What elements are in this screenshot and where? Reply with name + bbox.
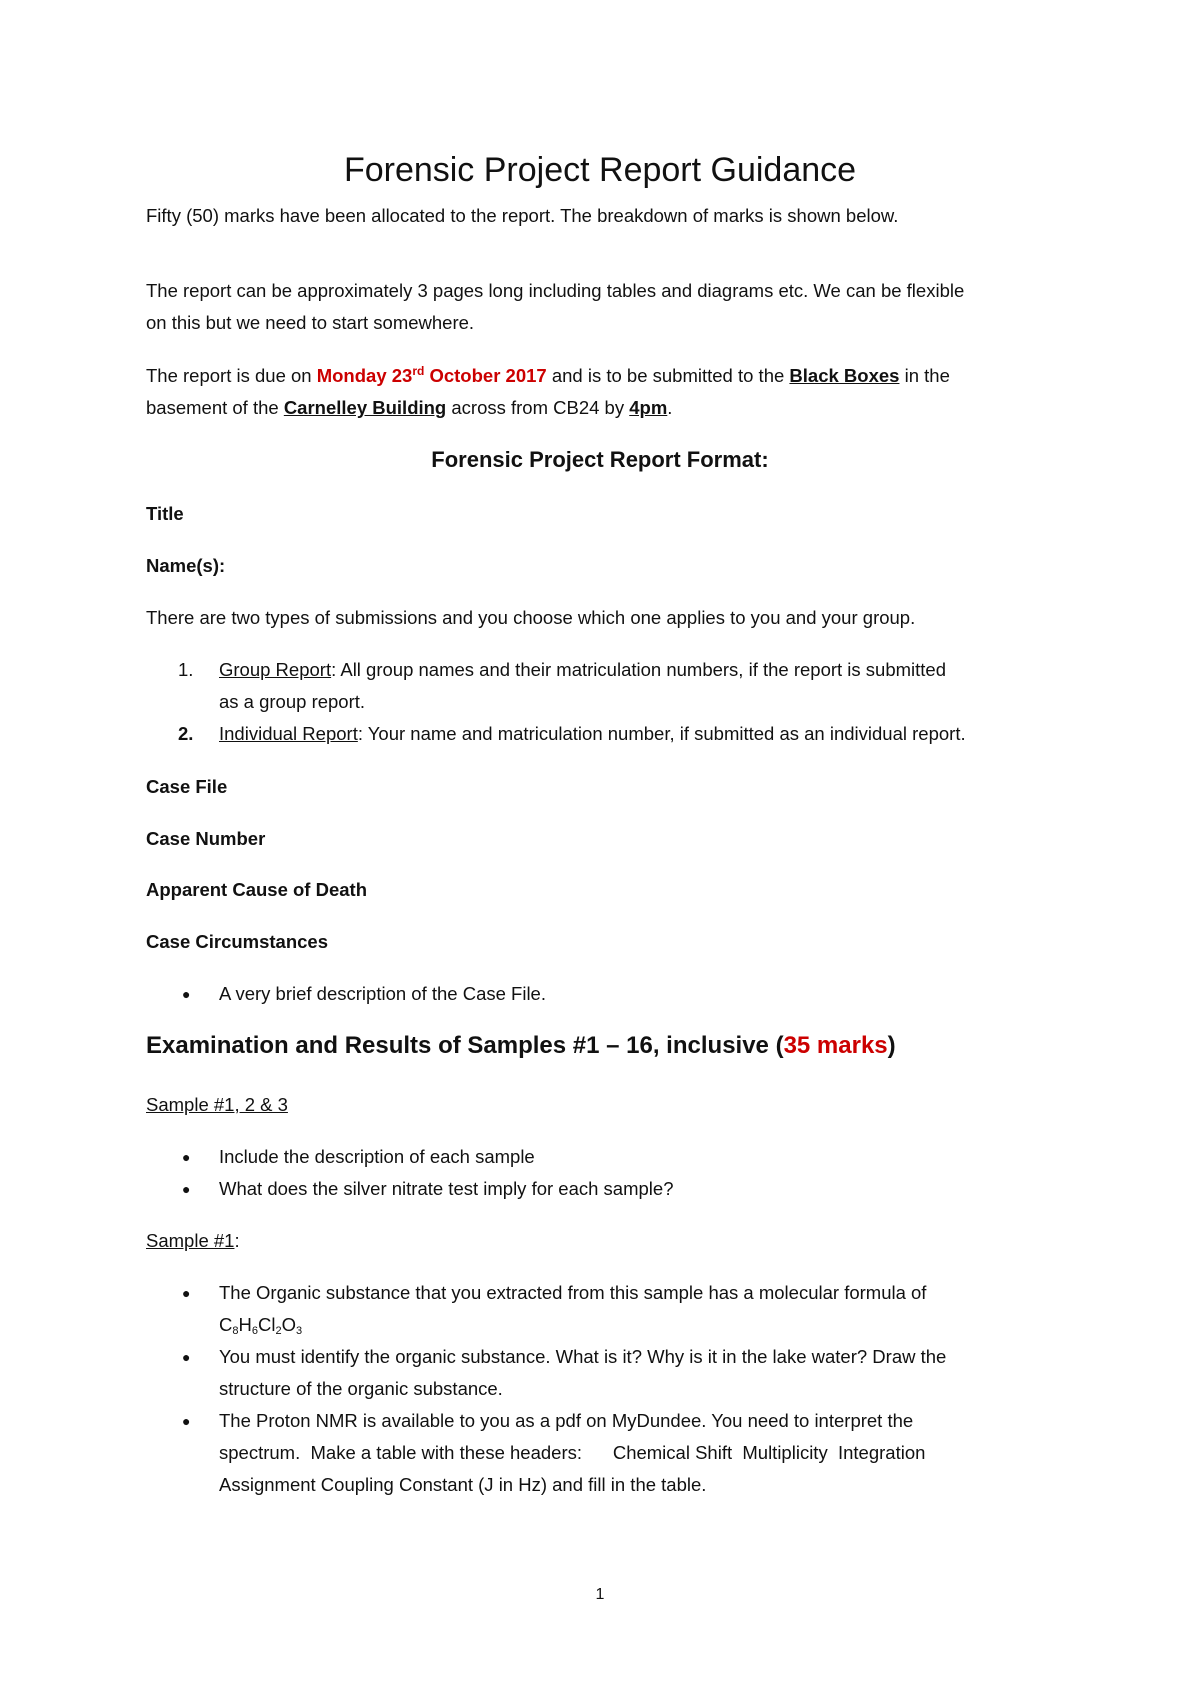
- formula-h-count: 6: [251, 1325, 258, 1337]
- field-title: Title: [146, 503, 184, 524]
- bullet-icon: ●: [182, 1413, 191, 1429]
- bullet-icon: ●: [182, 1149, 191, 1165]
- bullet-icon: ●: [182, 986, 191, 1002]
- black-boxes: Black Boxes: [789, 365, 900, 387]
- sample-1-bullet-identify: [219, 1341, 1099, 1405]
- due-month: October 2017: [424, 365, 547, 387]
- bullet-icon: ●: [182, 1285, 191, 1301]
- formula-cl: Cl: [258, 1314, 276, 1335]
- formula-cl-count: 2: [275, 1325, 282, 1337]
- formula-intro: The Organic substance that you extracted from this sample has a molecular formula of: [219, 1282, 927, 1303]
- individual-report-text: : Your name and matriculation number, if submitted as an individual report.: [357, 723, 966, 744]
- sample-1-bullet-formula: [219, 1277, 1099, 1347]
- bullet-icon: ●: [182, 1349, 191, 1365]
- intro-length-line2: on this but we need to start somewhere.: [146, 312, 475, 333]
- field-case-number: Case Number: [146, 828, 266, 849]
- formula-h: H: [238, 1314, 252, 1335]
- building-name: Carnelley Building: [283, 397, 447, 419]
- nmr-line2: spectrum. Make a table with these headers: Chemical Shift Multiplicity Integration: [219, 1442, 926, 1463]
- format-heading: Forensic Project Report Format:: [431, 447, 769, 472]
- formula-o-count: 3: [296, 1325, 303, 1337]
- individual-report-label: Individual Report: [219, 723, 358, 744]
- sample-123-bullet: What does the silver nitrate test imply for each sample?: [219, 1178, 674, 1199]
- due-date: [317, 365, 547, 386]
- formula-o: O: [281, 1314, 296, 1335]
- sample-1-bullet-nmr: [219, 1405, 1099, 1501]
- group-report-item: [219, 654, 1099, 718]
- due-text: The report is due on: [146, 365, 317, 387]
- exam-heading-close: ): [887, 1032, 896, 1059]
- due-text-post: in the: [899, 365, 950, 387]
- formula-c: C: [219, 1314, 233, 1335]
- intro-length: [146, 275, 1076, 339]
- sample-1-label: Sample #1: [146, 1230, 235, 1251]
- individual-report-item: [219, 718, 1099, 750]
- submission-types-intro: There are two types of submissions and you choose which one applies to you and your group.: [146, 607, 916, 628]
- basement-text: basement of the: [146, 397, 284, 419]
- due-date-paragraph: [146, 355, 1076, 424]
- field-case-file: Case File: [146, 776, 228, 797]
- examination-heading: [146, 1030, 1076, 1062]
- due-sup: rd: [412, 364, 425, 378]
- due-day: Monday 23: [316, 365, 413, 387]
- list-number: 1.: [178, 659, 194, 680]
- exam-marks: 35 marks: [783, 1032, 888, 1059]
- field-cause-of-death: Apparent Cause of Death: [146, 879, 368, 900]
- nmr-line3: Assignment Coupling Constant (J in Hz) and fill in the table.: [219, 1474, 707, 1495]
- formula-c-count: 8: [232, 1325, 239, 1337]
- group-report-text: : All group names and their matriculation numbers, if the report is submitted: [331, 659, 947, 680]
- field-case-circumstances: Case Circumstances: [146, 931, 329, 952]
- group-report-label: Group Report: [219, 659, 332, 680]
- sample-1-heading: [146, 1225, 1076, 1257]
- identify-line2: structure of the organic substance.: [219, 1378, 503, 1399]
- sample-123-heading: Sample #1, 2 & 3: [146, 1094, 288, 1115]
- sample-123-bullet: Include the description of each sample: [219, 1146, 535, 1167]
- period: .: [667, 397, 673, 419]
- document-title: Forensic Project Report Guidance: [343, 151, 857, 189]
- bullet-icon: ●: [182, 1181, 191, 1197]
- intro-marks: Fifty (50) marks have been allocated to the report. The breakdown of marks is shown below.: [146, 205, 899, 226]
- location-text: across from CB24 by: [446, 397, 630, 419]
- identify-line1: You must identify the organic substance. What is it? Why is it in the lake water? Draw the: [219, 1346, 947, 1367]
- group-report-cont: as a group report.: [219, 691, 366, 712]
- nmr-line1: The Proton NMR is available to you as a pdf on MyDundee. You need to interpret the: [219, 1410, 914, 1431]
- due-text-mid: and is to be submitted to the: [546, 365, 790, 387]
- circumstances-bullet: A very brief description of the Case File.: [219, 983, 546, 1004]
- sample-1-colon: :: [234, 1230, 240, 1251]
- intro-length-line1: The report can be approximately 3 pages long including tables and diagrams etc. We can be flexible: [146, 280, 965, 301]
- molecular-formula: [219, 1314, 302, 1335]
- due-time: 4pm: [629, 397, 668, 419]
- page-number: 1: [595, 1586, 605, 1603]
- list-number: 2.: [178, 723, 194, 744]
- field-names: Name(s):: [146, 555, 226, 576]
- exam-heading-text: Examination and Results of Samples #1 – 16, inclusive (: [146, 1032, 784, 1059]
